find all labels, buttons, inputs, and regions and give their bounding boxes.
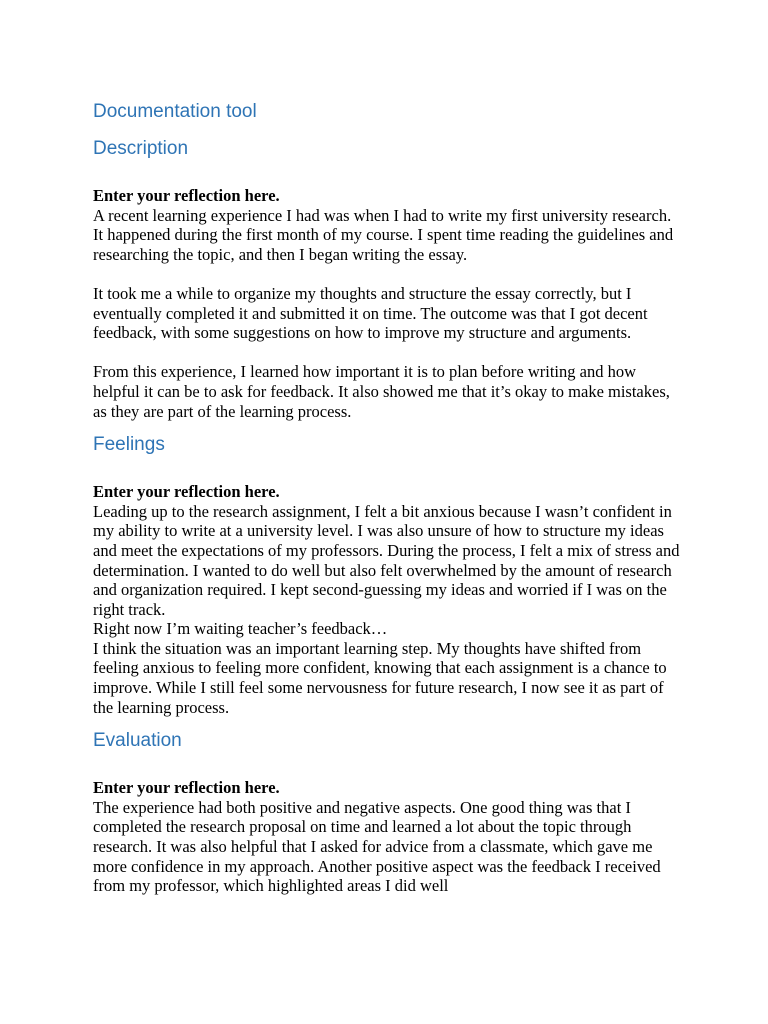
description-paragraph-3: From this experience, I learned how important it is to plan before writing and how helpful it can be to ask for feedback. It also showed me that it’s okay to make mistakes, as they are part of the learning process. <box>93 362 670 421</box>
document-page <box>93 98 683 906</box>
evaluation-heading: Evaluation <box>93 730 182 752</box>
feelings-paragraph-2: Right now I’m waiting teacher’s feedback… <box>93 619 388 639</box>
feelings-paragraph-1: Leading up to the research assignment, I felt a bit anxious because I wasn’t confident in my ability to write at a university level. I was also unsure of how to structure my ideas and meet the expectations of my professors. During the process, I felt a mix of stress and determination. I wanted to do well but also felt overwhelmed by the amount of research and organization required. I kept second-guessing my ideas and worried if I was on the right track. <box>93 501 680 619</box>
feelings-paragraph-3: I think the situation was an important learning step. My thoughts have shifted from feeling anxious to feeling more confident, knowing that each assignment is a chance to improve. While I still feel some nervousness for future research, I now see it as part of the learning process. <box>93 638 667 717</box>
description-heading: Description <box>93 138 189 159</box>
description-paragraph-1: A recent learning experience I had was when I had to write my first university research. It happened during the first month of my course. I spent time reading the guidelines and researching the topic, and then I began writing the essay. <box>93 205 674 264</box>
evaluation-prompt: Enter your reflection here. <box>93 778 280 798</box>
description-paragraph-2: It took me a while to organize my thoughts and structure the essay correctly, but I eventually completed it and submitted it on time. The outcome was that I got decent feedback, with some suggestions on how to improve my structure and arguments. <box>93 283 648 343</box>
description-prompt: Enter your reflection here. <box>93 186 280 205</box>
feelings-heading: Feelings <box>93 434 165 456</box>
evaluation-section <box>93 727 683 896</box>
feelings-prompt: Enter your reflection here. <box>93 482 280 502</box>
evaluation-paragraph-1: The experience had both positive and negative aspects. One good thing was that I completed the research proposal on time and learned a lot about the topic through research. It was also helpful that I asked for advice from a classmate, which gave me more confidence in my approach. Another positive aspect was the feedback I received from my professor, which highlighted areas I did well <box>93 797 661 896</box>
document-title: Documentation tool <box>93 101 257 122</box>
feelings-section <box>93 431 683 717</box>
description-section <box>93 135 683 421</box>
